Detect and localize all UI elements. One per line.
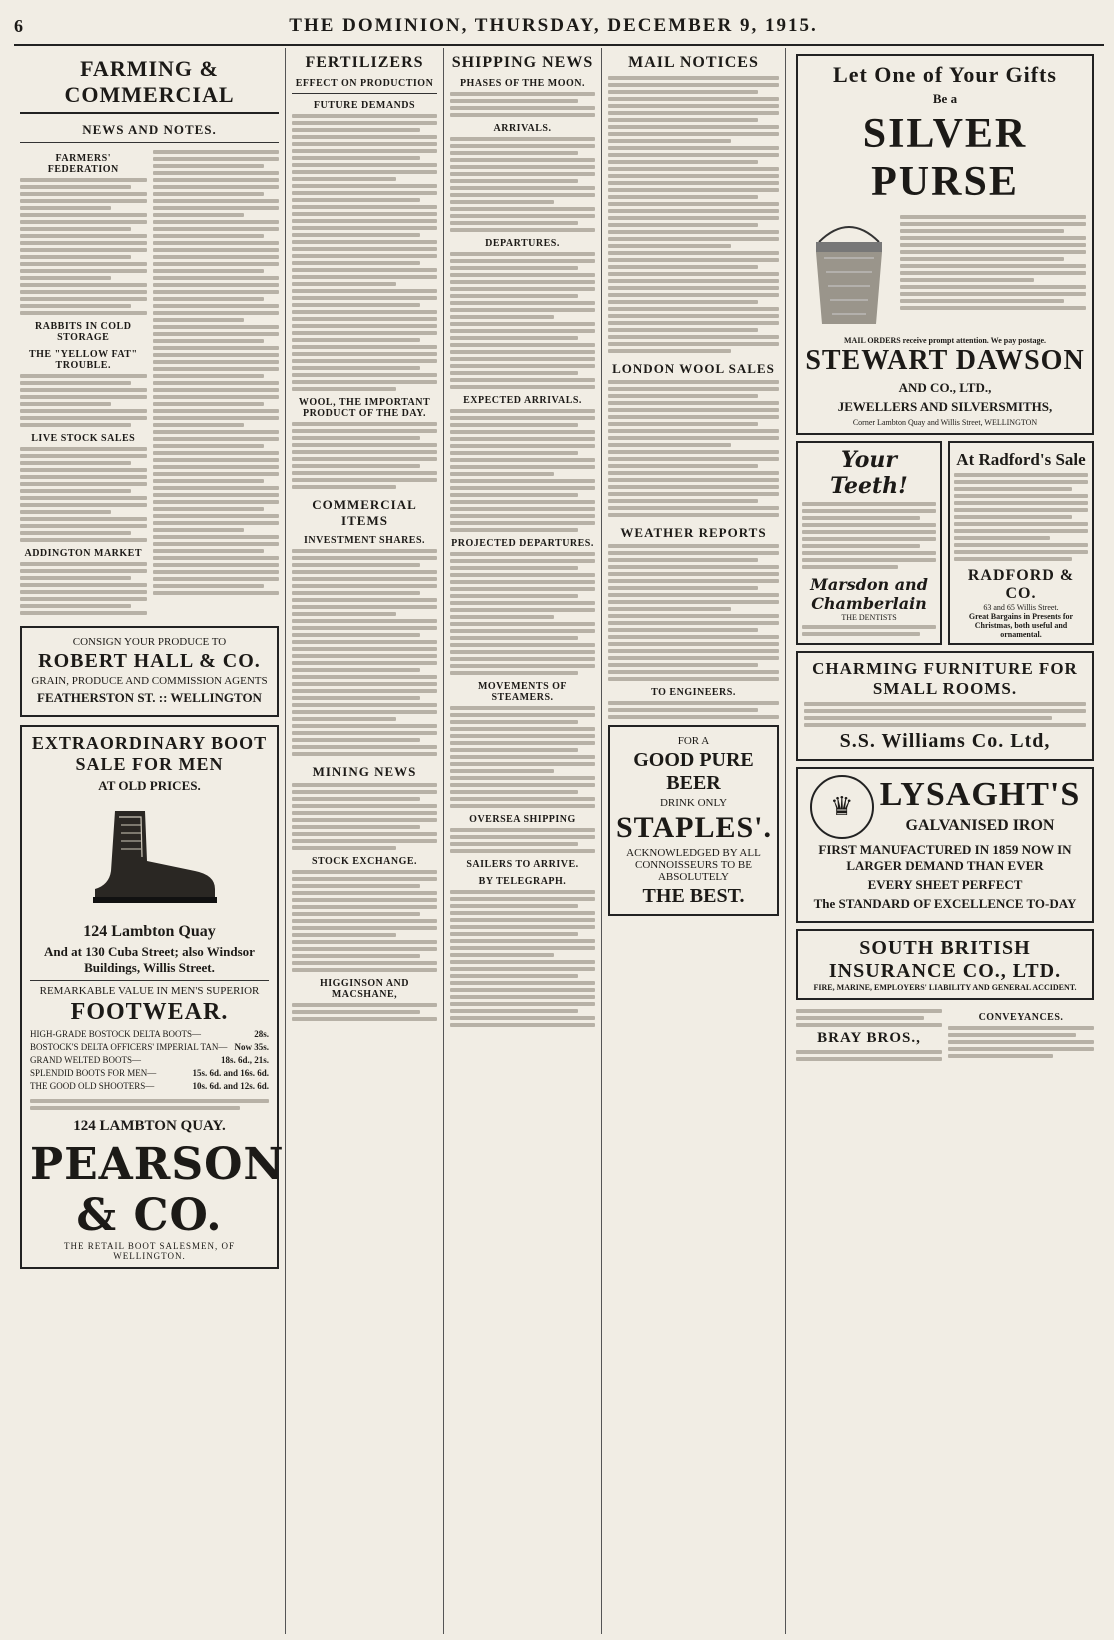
masthead (14, 8, 1104, 46)
purse-illustration (804, 212, 894, 332)
conveyances-ad: CONVEYANCES. (948, 1006, 1094, 1064)
stewart-dawson-name: STEWART DAWSON (805, 345, 1085, 376)
section-title: FARMING & COMMERCIAL (20, 56, 279, 114)
sbi-ad: SOUTH BRITISH INSURANCE CO., LTD. FIRE, MARINE, EMPLOYERS' LIABILITY AND GENERAL ACCIDENT. (796, 929, 1094, 1000)
heading-shipping: SHIPPING NEWS (451, 54, 594, 71)
price-row: SPLENDID BOOTS FOR MEN— 15s. 6d. and 16s. 6d. (30, 1068, 269, 1078)
robert-hall-ad: CONSIGN YOUR PRODUCE TO ROBERT HALL & CO. GRAIN, PRODUCE AND COMMISSION AGENTS FEATHERSTON ST. :: WELLINGTON (20, 626, 279, 717)
staples-beer-ad: FOR A GOOD PURE BEER DRINK ONLY STAPLES'. ACKNOWLEDGED BY ALL CONNOISSEURS TO BE ABSOLUTELY THE BEST. (608, 725, 779, 916)
column-shipping: SHIPPING NEWS PHASES OF THE MOON. ARRIVALS. DEPARTURES. EXPECTED ARRIVALS. PROJECTED DEPARTURES. MOVEMENTS OF STEAMERS. OVERSEA SHIPPING SAILERS TO ARRIVE. BY TELEGRAPH. (444, 48, 602, 1634)
crown-trademark-icon: ♛ (810, 775, 874, 839)
boot-illustration (75, 801, 225, 911)
lambton-address: 124 Lambton Quay (83, 923, 216, 940)
heading-yellow-fat: THE "YELLOW FAT" TROUBLE. (28, 349, 138, 371)
price-row: GRAND WELTED BOOTS— 18s. 6d., 21s. (30, 1055, 269, 1065)
subhead-news: NEWS AND NOTES. (82, 122, 217, 137)
article-text (20, 178, 147, 315)
silver-purse-heading: SILVER PURSE (862, 111, 1028, 205)
column-farming (14, 48, 286, 1634)
heading-addington: ADDINGTON MARKET (24, 548, 143, 559)
your-teeth-heading: Your Teeth! (830, 447, 908, 499)
robert-hall-name: ROBERT HALL & CO. (38, 650, 261, 672)
price-row: HIGH-GRADE BOSTOCK DELTA BOOTS— 28s. (30, 1029, 269, 1039)
heading-rabbits: RABBITS IN COLD STORAGE (35, 321, 132, 343)
boot-price-list (30, 1029, 269, 1091)
pearson-boot-ad: EXTRAORDINARY BOOT SALE FOR MEN AT OLD PRICES. 124 Lambton Quay And at 130 Cuba Street; also Windsor Buildings, Willis Street. REMARKABLE VALUE IN MEN'S SUPERIOR FOOTWEAR. HIGH-GRADE BOSTOCK DELTA BOOTS— 28s. BOSTOCK'S DELTA OFFICERS' IMPERIAL TAN— Now 35s. GRAND WELTED BOOTS— 18s. 6d., 21s. SPLENDID BOOTS FOR MEN— 15s. 6d. and 16s. 6d. THE GOOD OLD SHOOTERS— 10s. 6d. and 12s. 6d. 124 LAMBTON QUAY. PEARSON & CO. THE RETAIL BOOT SALESMEN, OF WELLINGTON. (20, 725, 279, 1269)
williams-furniture-ad: CHARMING FURNITURE FOR SMALL ROOMS. S.S. Williams Co. Ltd, (796, 651, 1094, 761)
price-row: THE GOOD OLD SHOOTERS— 10s. 6d. and 12s. 6d. (30, 1081, 269, 1091)
heading-federation: FARMERS' FEDERATION (47, 153, 119, 175)
column-fertilizers: FERTILIZERS EFFECT ON PRODUCTION FUTURE DEMANDS WOOL, THE IMPORTANT PRODUCT OF THE DAY. COMMERCIAL ITEMS INVESTMENT SHARES. MINING NEWS STOCK EXCHANGE. HIGGINSON AND MACSHANE, (286, 48, 444, 1634)
heading-weather: WEATHER REPORTS (620, 525, 767, 540)
heading-mail: MAIL NOTICES (628, 54, 759, 71)
stewart-dawson-ad: Let One of Your Gifts Be a SILVER PURSE MAIL ORDERS receive prompt attention. We pay postage. STEWART DAWSON AND CO., LTD., JEWELLERS AND SILVERSMITHS, Corner Lambton Quay and Willis Street, WELLINGTON (796, 54, 1094, 435)
dentist-ad: Your Teeth! Marsdon and Chamberlain THE DENTISTS (796, 441, 942, 645)
column-mail: MAIL NOTICES LONDON WOOL SALES WEATHER REPORTS TO ENGINEERS. FOR A GOOD PURE BEER DRINK ONLY STAPLES'. ACKNOWLEDGED BY ALL CONNOISSEURS TO BE ABSOLUTELY THE BEST. (602, 48, 786, 1634)
heading-mining: MINING NEWS (312, 764, 417, 779)
heading-wool-sales: LONDON WOOL SALES (612, 361, 775, 376)
heading-fertilizers: FERTILIZERS (305, 54, 424, 71)
heading-commercial: COMMERCIAL ITEMS (312, 497, 417, 528)
page-number: 6 (14, 15, 23, 36)
column-advertisements (786, 48, 1104, 1634)
boot-sale-heading: EXTRAORDINARY BOOT SALE FOR MEN (31, 733, 268, 774)
heading-live-stock: LIVE STOCK SALES (31, 433, 136, 444)
newspaper-title: THE DOMINION, THURSDAY, DECEMBER 9, 1915. (289, 15, 818, 36)
lysaght-ad: ♛ LYSAGHT'S GALVANISED IRON FIRST MANUFACTURED IN 1859 NOW IN LARGER DEMAND THAN EVER EVERY SHEET PERFECT The STANDARD OF EXCELLENCE TO-DAY (796, 767, 1094, 923)
bray-ad: BRAY BROS., (796, 1006, 942, 1064)
price-row: BOSTOCK'S DELTA OFFICERS' IMPERIAL TAN— Now 35s. (30, 1042, 269, 1052)
pearson-logo: PEARSON & CO. (30, 1139, 285, 1241)
radford-ad: At Radford's Sale RADFORD & CO. 63 and 65 Willis Street. Great Bargains in Presents for Christmas, both useful and ornamental. (948, 441, 1094, 645)
staples-logo: STAPLES'. (616, 811, 772, 844)
